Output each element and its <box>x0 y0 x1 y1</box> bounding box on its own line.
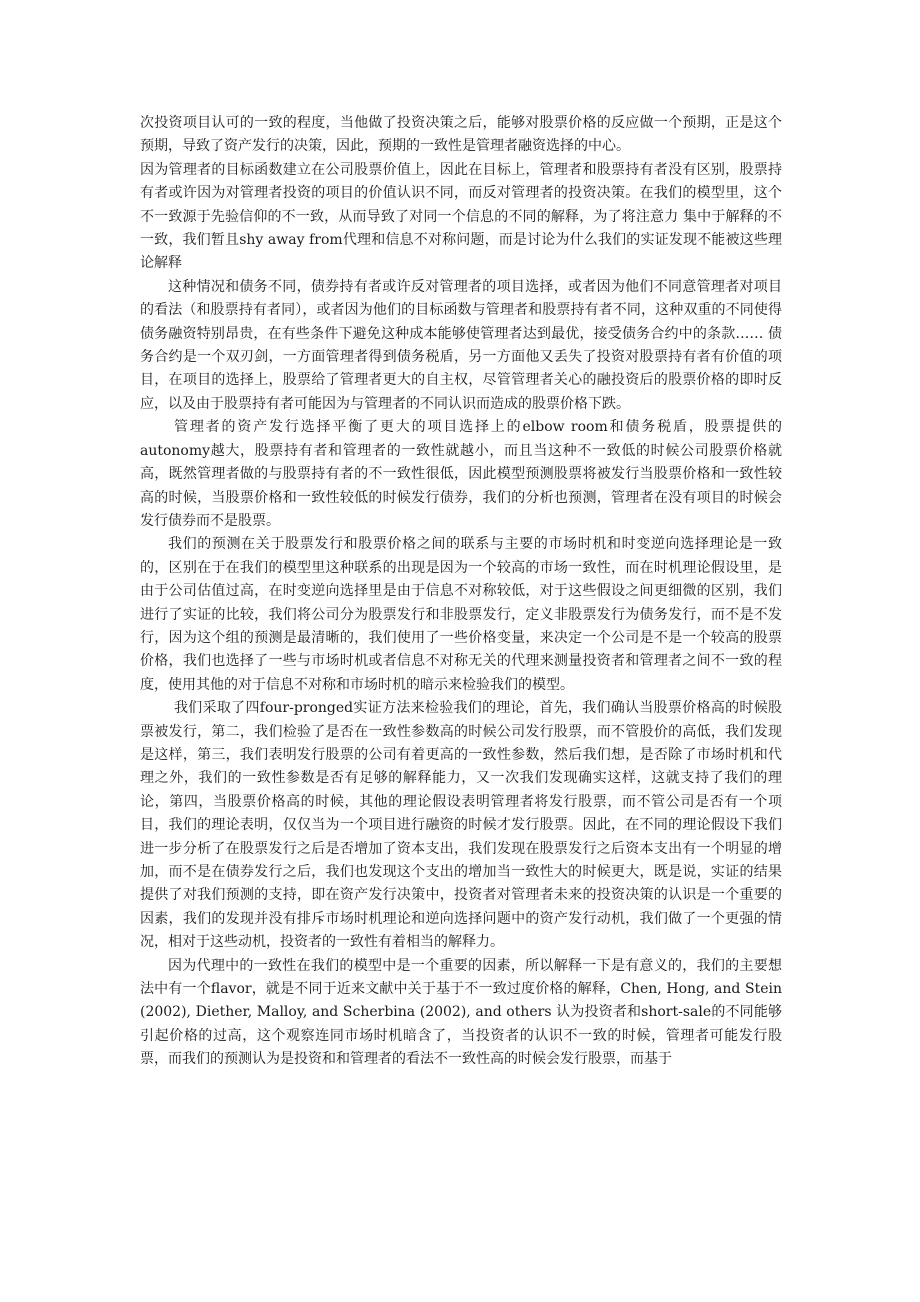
paragraph-3: 这种情况和债务不同，债券持有者或许反对管理者的项目选择，或者因为他们不同意管理者对项目的看法（和股票持有者同），或者因为他们的目标函数与管理者和股票持有者不同，这种双重的不同使得债务融资特别昂贵，在有些条件下避免这种成本能够使管理者达到最优，接受债务合约中的条款…… 债务合约是一个双刃剑，一方面管理者得到债务税盾，另一方面他又丢失了投资对股票持有者有价值的项目，在项目的选择上，股票给了管理者更大的自主权，尽管管理者关心的融投资后的股票价格的即时反应，以及由于股票持有者可能因为与管理者的不同认识而造成的股票价格下跌。 <box>140 278 782 412</box>
paragraph-6: 我们采取了四four-pronged实证方法来检验我们的理论，首先，我们确认当股票价格高的时候股票被发行，第二，我们检验了是否在一致性参数高的时候公司发行股票，而不管股价的高低，我们发现是这样，第三，我们表明发行股票的公司有着更高的一致性参数，然后我们想，是否除了市场时机和代理之外，我们的一致性参数是否有足够的解释能力，又一次我们发现确实这样，这就支持了我们的理论，第四，当股票价格高的时候，其他的理论假设表明管理者将发行股票，而不管公司是否有一个项目，我们的理论表明，仅仅当为一个项目进行融资的时候才发行股票。因此，在不同的理论假设下我们进一步分析了在股票发行之后是否增加了资本支出，我们发现在股票发行之后资本支出有一个明显的增加，而不是在债券发行之后，我们也发现这个支出的增加当一致性大的时候更大，既是说，实证的结果提供了对我们预测的支持，即在资产发行决策中，投资者对管理者未来的投资决策的认识是一个重要的因素，我们的发现并没有排斥市场时机理论和逆向选择问题中的资产发行动机，我们做了一个更强的情况，相对于这些动机，投资者的一致性有着相当的解释力。 <box>140 700 782 951</box>
paragraph-5: 我们的预测在关于股票发行和股票价格之间的联系与主要的市场时机和时变逆向选择理论是一致的，区别在于在我们的模型里这种联系的出现是因为一个较高的市场一致性，而在时机理论假设里，是由于公司估值过高，在时变逆向选择里是由于信息不对称较低，对于这些假设之间更细微的区别，我们进行了实证的比较，我们将公司分为股票发行和非股票发行，定义非股票发行为债务发行，而不是不发行，因为这个组的预测是最清晰的，我们使用了一些价格变量，来决定一个公司是不是一个较高的股票价格，我们也选择了一些与市场时机或者信息不对称无关的代理来测量投资者和管理者之间不一致的程度，使用其他的对于信息不对称和市场时机的暗示来检验我们的模型。 <box>140 536 782 693</box>
paragraph-2: 因为管理者的目标函数建立在公司股票价值上，因此在目标上，管理者和股票持有者没有区别，股票持有者或许因为对管理者投资的项目的价值认识不同，而反对管理者的投资决策。在我们的模型里，这个不一致源于先验信仰的不一致，从而导致了对同一个信息的不同的解释，为了将注意力 集中于解释的不一致，我们暂且shy away from代理和信息不对称问题，而是讨论为什么我们的实证发现不能被这些理论解释 <box>140 161 782 272</box>
paragraph-1: 次投资项目认可的一致的程度，当他做了投资决策之后，能够对股票价格的反应做一个预期，正是这个预期，导致了资产发行的决策，因此，预期的一致性是管理者融资选择的中心。 <box>140 115 782 155</box>
paragraph-4: 管理者的资产发行选择平衡了更大的项目选择上的elbow room和债务税盾，股票提供的autonomy越大，股票持有者和管理者的一致性就越小，而且当这种不一致低的时候公司股票价格就高，既然管理者做的与股票持有者的不一致性很低，因此模型预测股票将被发行当股票价格和一致性较高的时候，当股票价格和一致性较低的时候发行债券，我们的分析也预测，管理者在没有项目的时候会发行债券而不是股票。 <box>140 419 782 529</box>
document-page <box>140 112 782 1072</box>
paragraph-7: 因为代理中的一致性在我们的模型中是一个重要的因素，所以解释一下是有意义的，我们的主要想法中有一个flavor，就是不同于近来文献中关于基于不一致过度价格的解释，Chen, Hong, and Stein (2002), Diether, Malloy, and Scherbina (2002), and others 认为投资者和short-sale的不同能够引起价格的过高，这个观察连同市场时机暗含了，当投资者的认识不一致的时候，管理者可能发行股票，而我们的预测认为是投资和和管理者的看法不一致性高的时候会发行股票，而基于 <box>140 957 782 1068</box>
